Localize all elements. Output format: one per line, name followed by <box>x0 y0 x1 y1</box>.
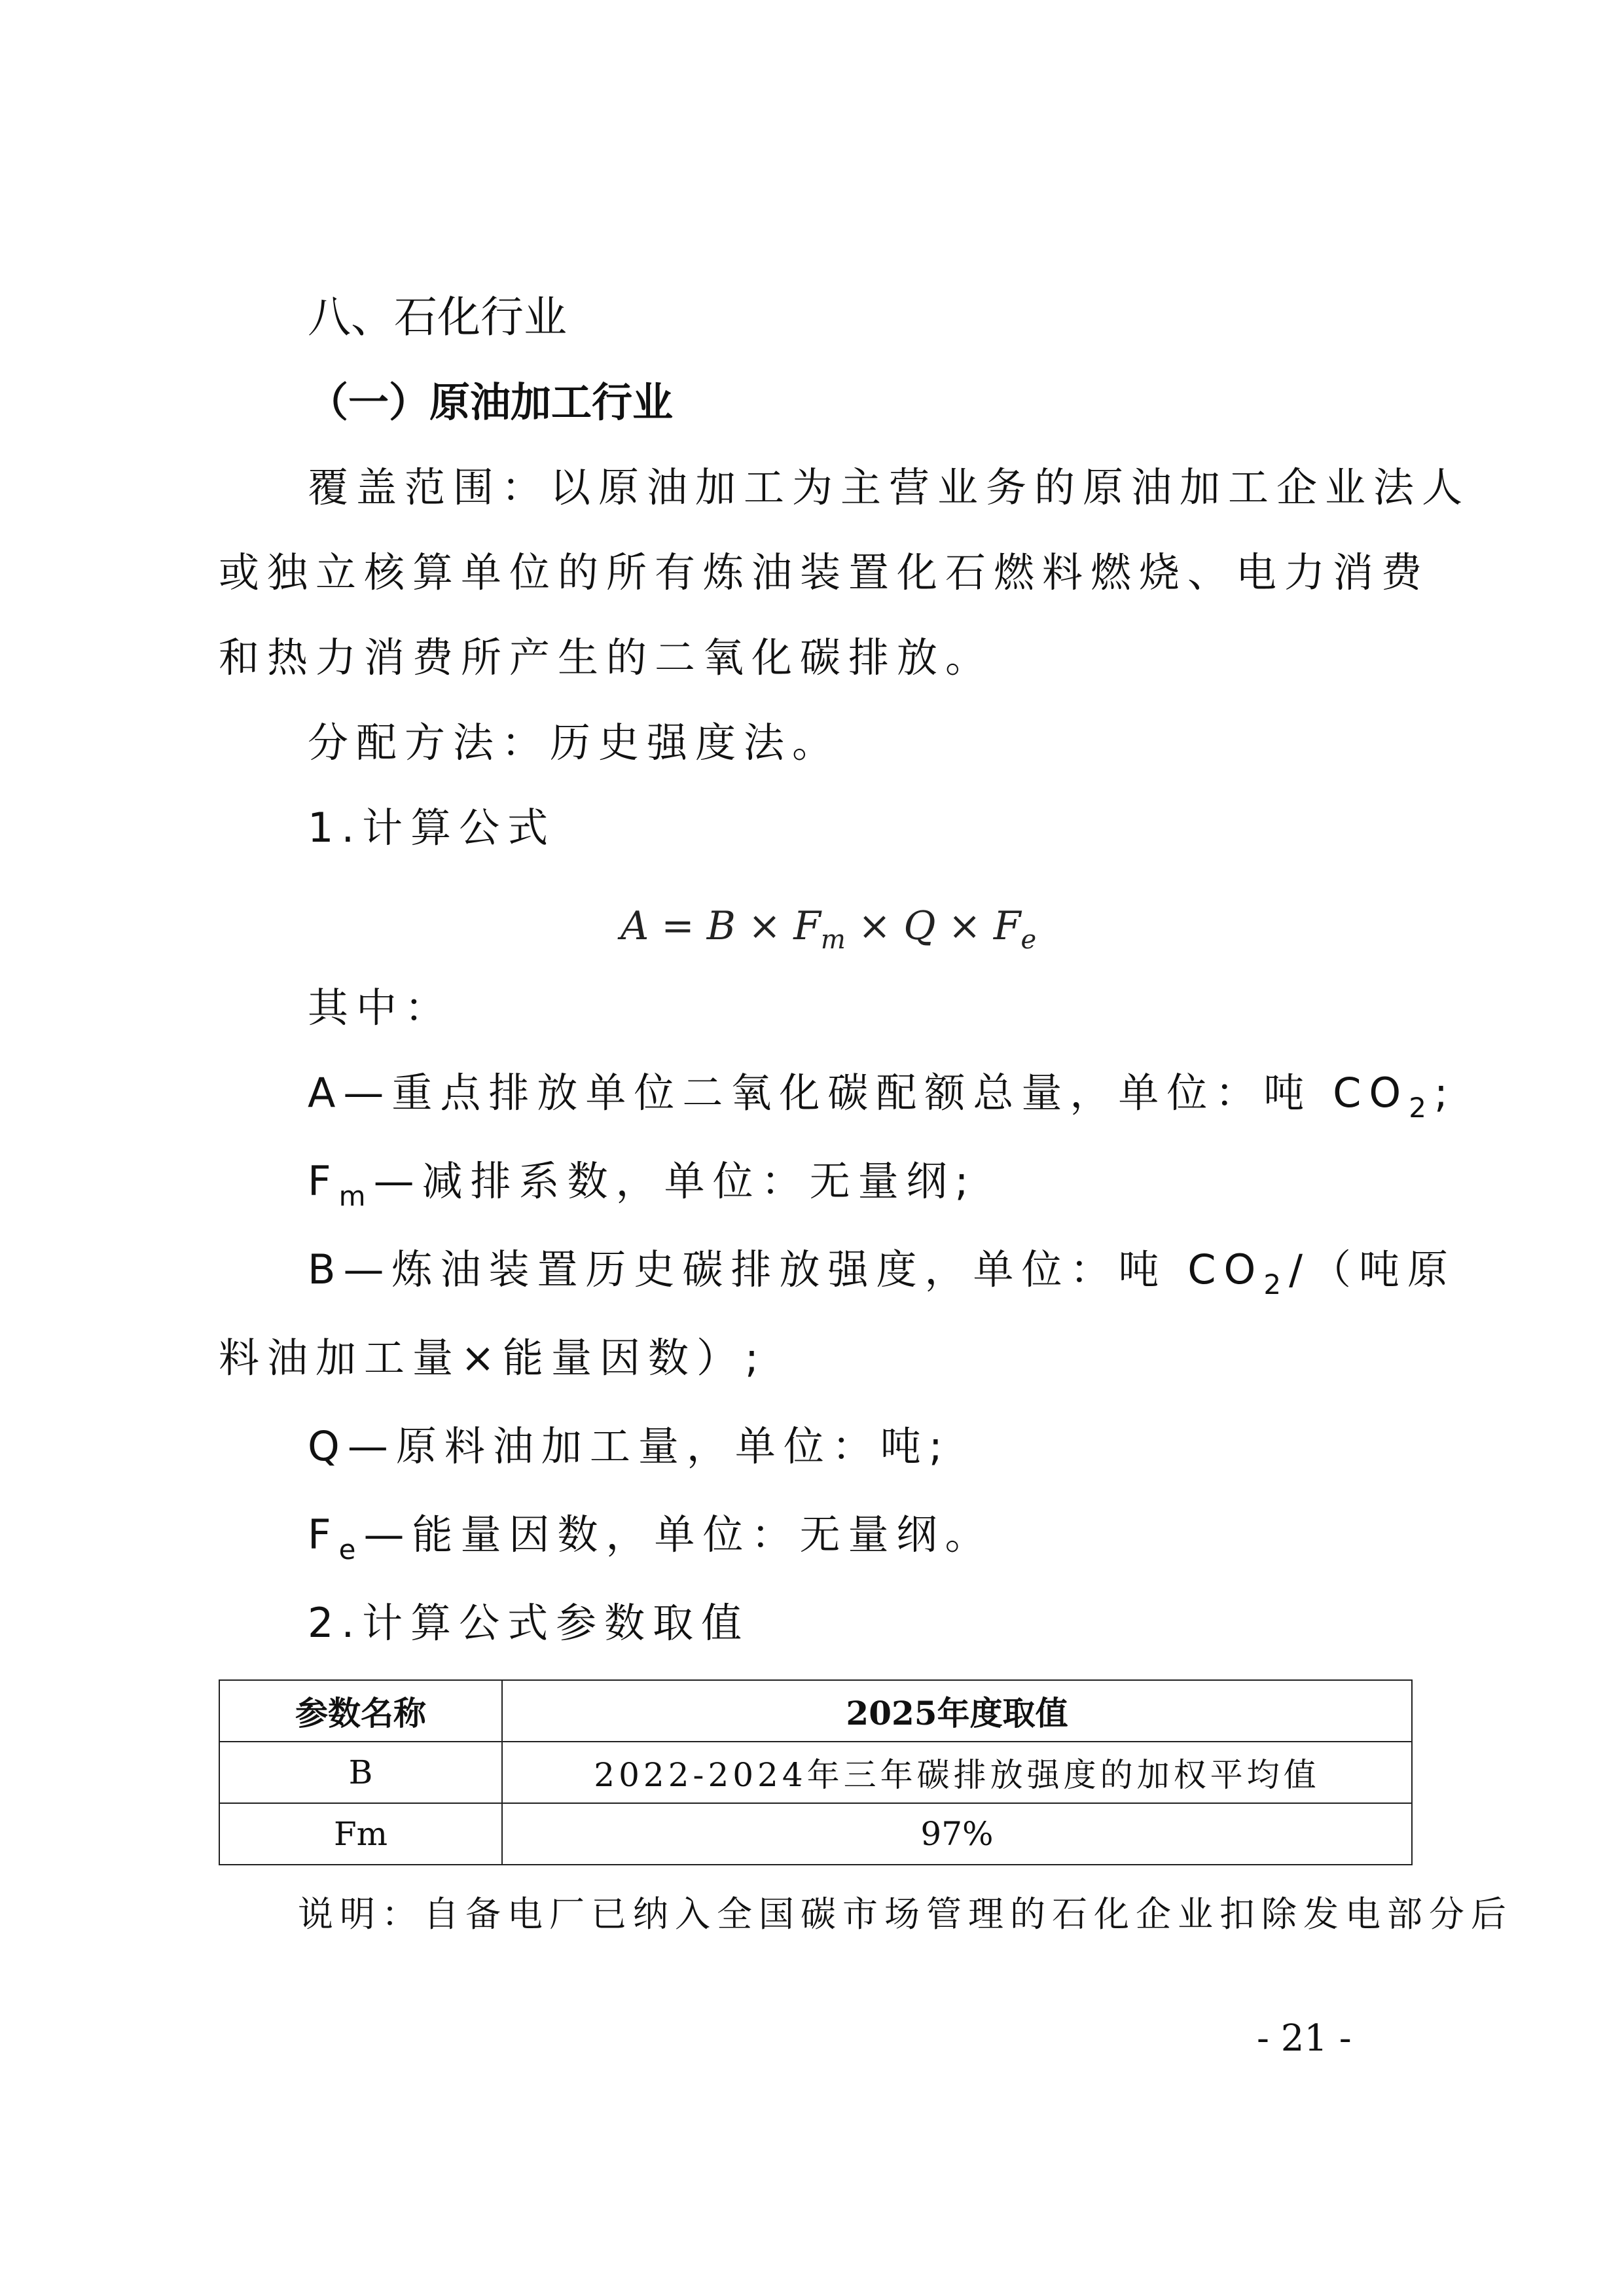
term-fe-symbol: F <box>308 1511 339 1558</box>
term-fe-subscript: e <box>338 1534 364 1566</box>
table-header-row <box>219 1680 1412 1742</box>
note-text: 说明：自备电厂已纳入全国碳市场管理的石化企业扣除发电部分后 <box>298 1893 1513 1935</box>
formula-mid: × Q × F <box>845 903 1021 949</box>
term-fm-symbol: F <box>308 1157 339 1205</box>
formula-fe-subscript: e <box>1020 925 1037 955</box>
term-b-symbol: B <box>308 1246 344 1293</box>
term-fm <box>308 1155 976 1223</box>
subsection-title: （一）原油加工行业 <box>308 378 674 426</box>
term-b-line-2: 料油加工量×能量因数）; <box>219 1334 767 1382</box>
allocation-method: 分配方法：历史强度法。 <box>308 719 841 766</box>
term-b <box>308 1244 1456 1311</box>
params-heading: 2.计算公式参数取值 <box>308 1599 750 1647</box>
term-q-text: —原料油加工量，单位：吨; <box>347 1422 950 1470</box>
coverage-line-2: 或独立核算单位的所有炼油装置化石燃料燃烧、电力消费 <box>219 548 1430 596</box>
term-q-symbol: Q <box>308 1422 348 1470</box>
table-header-cell: 参数名称 <box>219 1680 502 1742</box>
term-fm-subscript: m <box>338 1180 374 1212</box>
formula-fm-subscript: m <box>820 925 846 955</box>
term-b-tail: /（吨原 <box>1289 1246 1456 1293</box>
term-a-text: —重点排放单位二氧化碳配额总量，单位：吨 CO <box>343 1069 1409 1117</box>
table-cell-param: Fm <box>219 1803 502 1865</box>
coverage-line-1: 覆盖范围：以原油加工为主营业务的原油加工企业法人 <box>308 463 1471 511</box>
table-header-cell: 2025年度取值 <box>502 1680 1412 1742</box>
term-a <box>308 1067 1456 1134</box>
term-b-text: —炼油装置历史碳排放强度，单位：吨 CO <box>343 1246 1264 1293</box>
term-a-tail: ; <box>1434 1069 1456 1117</box>
table-row <box>219 1803 1412 1865</box>
coverage-line-3: 和热力消费所产生的二氧化碳排放。 <box>219 634 994 681</box>
formula <box>621 900 1036 966</box>
where-label: 其中： <box>308 984 454 1031</box>
section-title: 八、石化行业 <box>308 292 567 342</box>
table-cell-value: 97% <box>502 1803 1412 1865</box>
term-a-symbol: A <box>308 1069 344 1117</box>
page-number: - 21 - <box>1257 2017 1352 2060</box>
term-q <box>308 1420 950 1473</box>
term-fe <box>308 1509 994 1576</box>
formula-heading: 1.计算公式 <box>308 804 556 852</box>
table-cell-value: 2022-2024年三年碳排放强度的加权平均值 <box>502 1742 1412 1803</box>
term-fm-text: —减排系数，单位：无量纲; <box>373 1157 977 1205</box>
table-row <box>219 1742 1412 1803</box>
table-cell-param: B <box>219 1742 502 1803</box>
term-fe-text: —能量因数，单位：无量纲。 <box>363 1511 994 1558</box>
term-a-subscript: 2 <box>1409 1092 1434 1124</box>
parameters-table <box>219 1679 1413 1865</box>
term-b-subscript: 2 <box>1263 1268 1290 1300</box>
formula-lhs: A = B × F <box>621 903 821 949</box>
